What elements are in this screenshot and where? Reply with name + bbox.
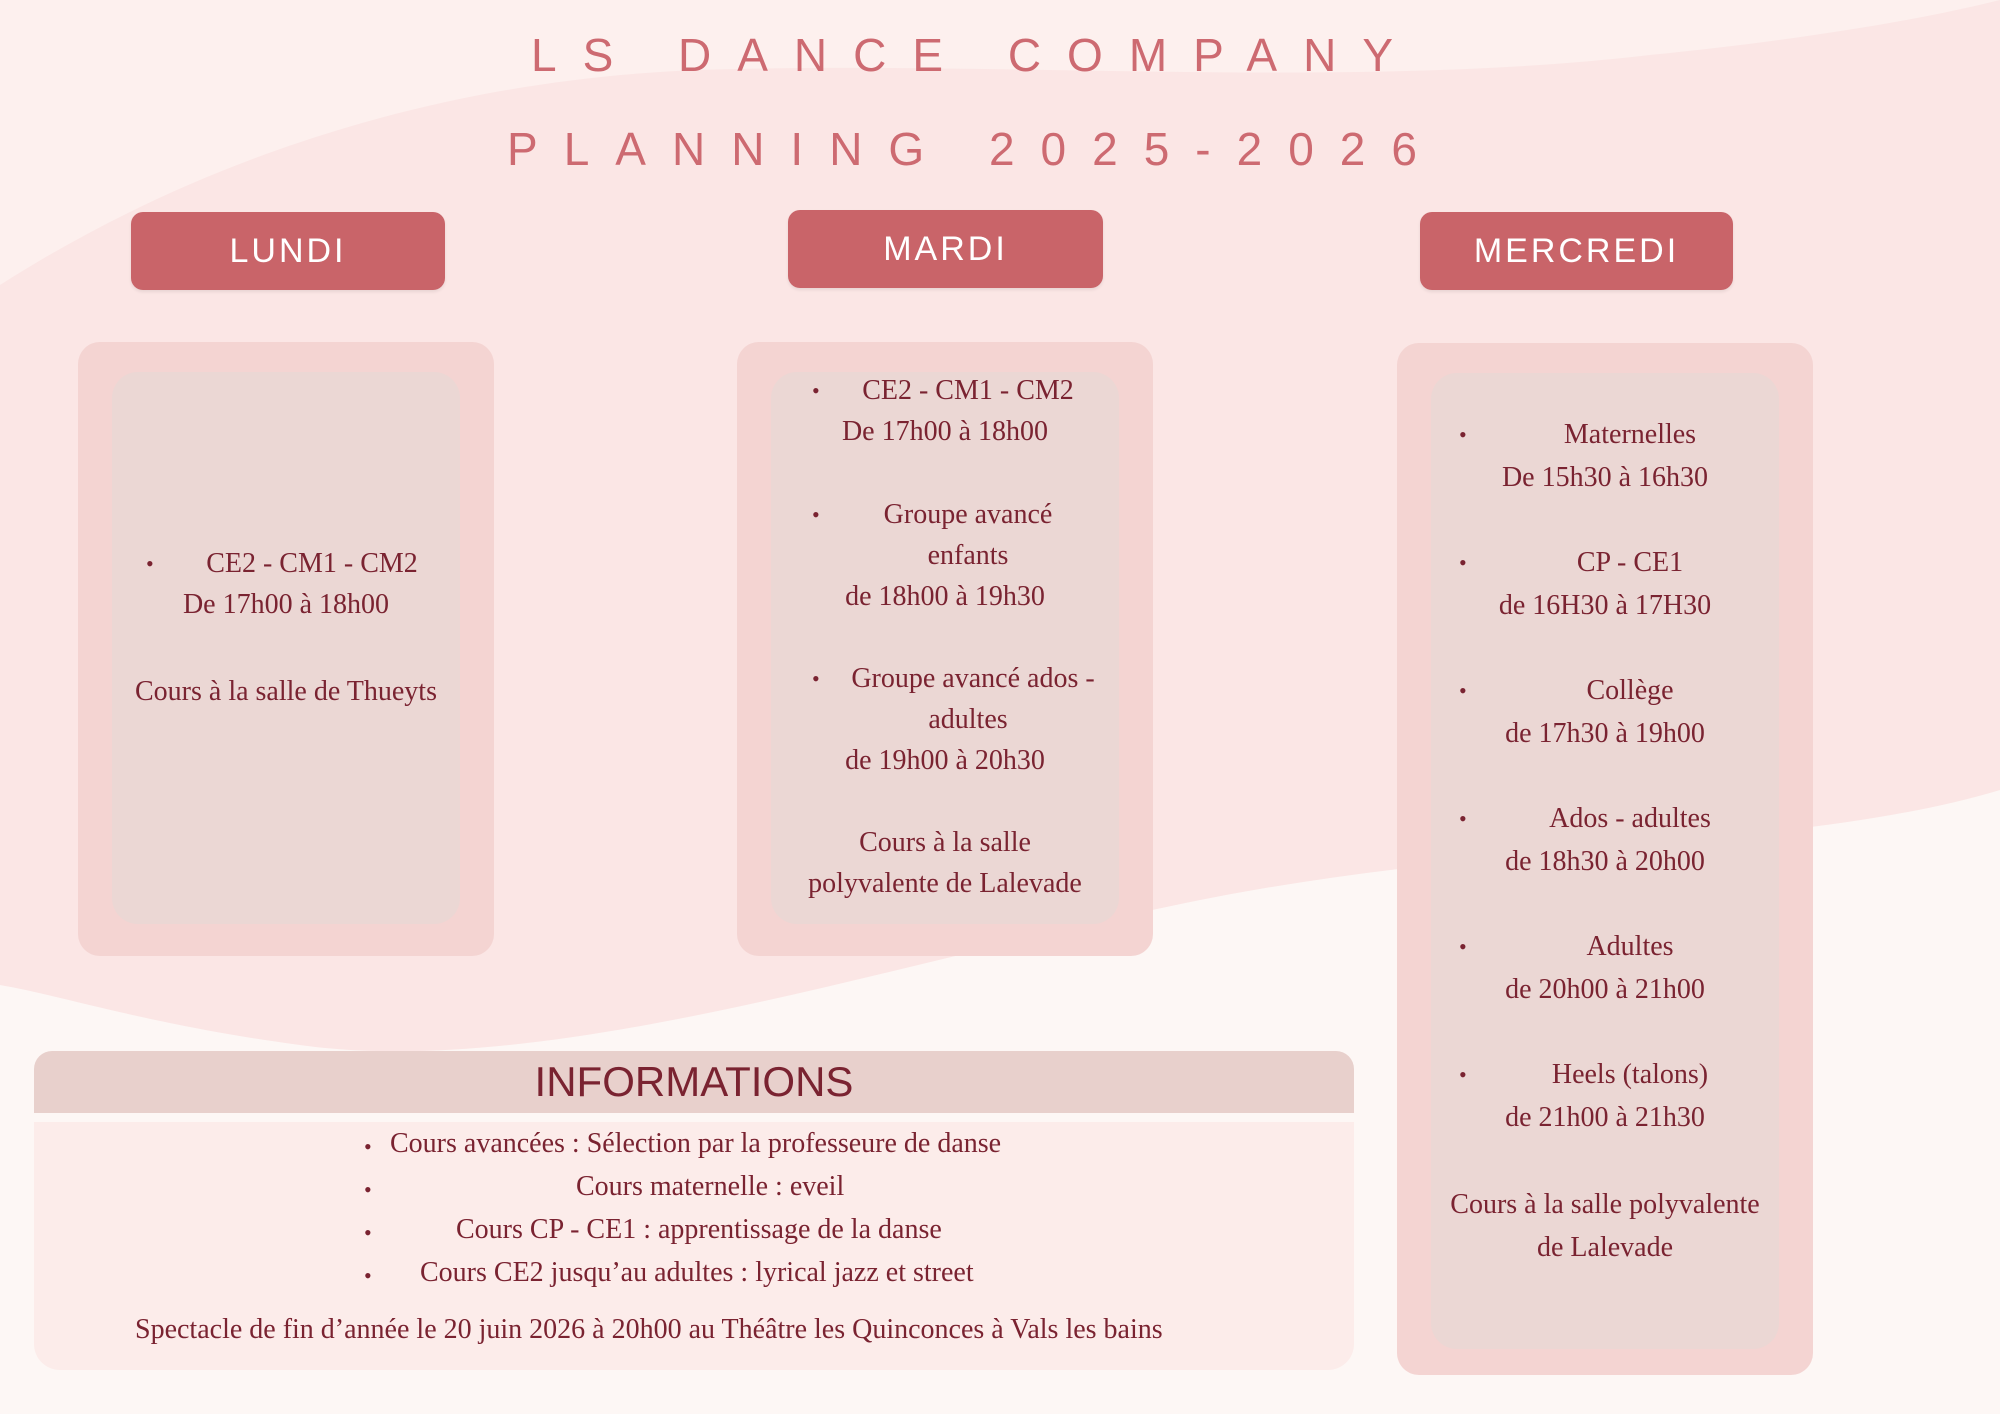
class-label: CP - CE1 bbox=[1576, 547, 1684, 578]
mercredi-schedule bbox=[1431, 413, 1779, 1269]
page-title: LS DANCE COMPANY bbox=[530, 29, 1420, 81]
class-label: Collège bbox=[1586, 675, 1674, 706]
day-button-lundi[interactable]: LUNDI bbox=[131, 212, 445, 290]
list-item: • Groupe avancé enfants de 18h00 à 19h30 bbox=[771, 494, 1119, 658]
class-label: Adultes bbox=[1586, 931, 1674, 962]
day-button-mardi[interactable]: MARDI bbox=[788, 210, 1103, 288]
list-item: • Heels (talons) de 21h00 à 21h30 bbox=[1431, 1053, 1779, 1181]
page-subtitle: PLANNING 2025-2026 bbox=[507, 123, 1443, 175]
info-item: Cours CP - CE1 : apprentissage de la danse bbox=[456, 1214, 942, 1245]
list-item: • CE2 - CM1 - CM2 De 17h00 à 18h00 bbox=[112, 543, 460, 625]
info-item: Cours maternelle : eveil bbox=[576, 1171, 845, 1202]
class-label: Heels (talons) bbox=[1551, 1059, 1709, 1090]
mardi-location bbox=[771, 822, 1119, 904]
class-time: de 21h00 à 21h30 bbox=[1505, 1102, 1705, 1133]
class-label: CE2 - CM1 - CM2 bbox=[206, 548, 418, 579]
list-item: • CE2 - CM1 - CM2 De 17h00 à 18h00 bbox=[771, 370, 1119, 494]
info-footer: Spectacle de fin d’année le 20 juin 2026 à 20h00 au Théâtre les Quinconces à Vals les bains bbox=[135, 1314, 1163, 1345]
lundi-schedule bbox=[112, 543, 460, 625]
class-time: de 19h00 à 20h30 bbox=[845, 745, 1045, 776]
class-time: de 18h30 à 20h00 bbox=[1505, 846, 1705, 877]
class-label-cont: enfants bbox=[927, 540, 1009, 571]
location-note-cont: de Lalevade bbox=[1536, 1232, 1674, 1263]
class-label: Groupe avancé bbox=[883, 499, 1053, 530]
class-label-cont: adultes bbox=[928, 704, 1008, 735]
mercredi-location bbox=[1431, 1181, 1779, 1269]
list-item: • Adultes de 20h00 à 21h00 bbox=[1431, 925, 1779, 1053]
location-note: Cours à la salle polyvalente bbox=[1450, 1189, 1760, 1220]
info-item: Cours CE2 jusqu’au adultes : lyrical jazz et street bbox=[420, 1257, 974, 1288]
list-item: • Maternelles De 15h30 à 16h30 bbox=[1431, 413, 1779, 541]
class-time: De 17h00 à 18h00 bbox=[841, 416, 1049, 447]
day-button-mercredi[interactable]: MERCREDI bbox=[1420, 212, 1733, 290]
info-item: Cours avancées : Sélection par la professeure de danse bbox=[390, 1128, 1002, 1159]
lundi-card-inner bbox=[112, 372, 460, 924]
location-note: Cours à la salle de Thueyts bbox=[135, 676, 437, 707]
informations-title: INFORMATIONS bbox=[34, 1051, 1354, 1113]
class-time: De 15h30 à 16h30 bbox=[1501, 462, 1709, 493]
class-label: Ados - adultes bbox=[1549, 803, 1711, 834]
list-item: • Collège de 17h30 à 19h00 bbox=[1431, 669, 1779, 797]
location-note: Cours à la salle bbox=[859, 827, 1031, 858]
class-label: Groupe avancé ados - bbox=[851, 663, 1095, 694]
lundi-location bbox=[112, 671, 460, 712]
class-label: CE2 - CM1 - CM2 bbox=[862, 375, 1074, 406]
class-time: de 16H30 à 17H30 bbox=[1498, 590, 1712, 621]
class-time: De 17h00 à 18h00 bbox=[182, 589, 390, 620]
class-time: de 18h00 à 19h30 bbox=[845, 581, 1045, 612]
location-note-cont: polyvalente de Lalevade bbox=[808, 868, 1082, 899]
mardi-schedule bbox=[771, 370, 1119, 904]
class-label: Maternelles bbox=[1563, 419, 1697, 450]
list-item: • Groupe avancé ados - adultes de 19h00 à 20h30 bbox=[771, 658, 1119, 822]
list-item: • CP - CE1 de 16H30 à 17H30 bbox=[1431, 541, 1779, 669]
class-time: de 20h00 à 21h00 bbox=[1505, 974, 1705, 1005]
class-time: de 17h30 à 19h00 bbox=[1505, 718, 1705, 749]
list-item: • Ados - adultes de 18h30 à 20h00 bbox=[1431, 797, 1779, 925]
